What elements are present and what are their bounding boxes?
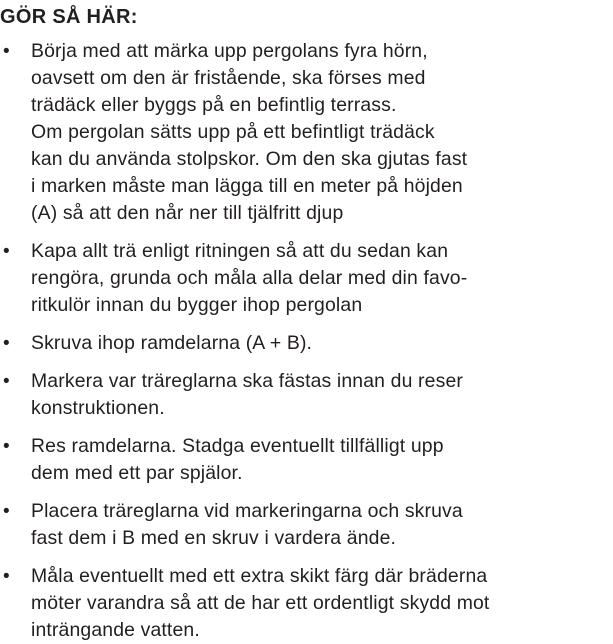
step-text-line: konstruktionen. — [31, 397, 165, 419]
step-text-line: (A) så att den når ner till tjälfritt djup — [31, 202, 344, 224]
step-text-line: Placera träreglarna vid markeringarna och skruva — [31, 500, 463, 522]
step-text-line: Kapa allt trä enligt ritningen så att du sedan kan — [31, 240, 449, 262]
step-text-line: oavsett om den är fristående, ska förses med — [31, 67, 426, 89]
bullet-icon: • — [3, 241, 10, 262]
bullet-icon: • — [3, 436, 10, 457]
step-text-line: Om pergolan sätts upp på ett befintligt trädäck — [31, 121, 435, 143]
step-item-3 — [0, 330, 613, 357]
bullet-icon: • — [3, 333, 10, 354]
step-text-line: Res ramdelarna. Stadga eventuellt tillfälligt upp — [31, 435, 444, 457]
step-item-2 — [0, 238, 613, 319]
step-item-5 — [0, 433, 613, 487]
step-text-line: Börja med att märka upp pergolans fyra hörn, — [31, 40, 428, 62]
step-text-line: ritkulör innan du bygger ihop pergolan — [31, 294, 363, 316]
step-text-line: trädäck eller byggs på en befintlig terrass. — [31, 94, 397, 116]
step-text-line: Måla eventuellt med ett extra skikt färg där bräderna — [31, 565, 488, 587]
step-text-line: rengöra, grunda och måla alla delar med din favo- — [31, 267, 468, 289]
step-text-line: dem med ett par spjälor. — [31, 462, 243, 484]
step-item-6 — [0, 498, 613, 552]
bullet-icon: • — [3, 566, 10, 587]
step-item-7 — [0, 563, 613, 644]
step-text-line: i marken måste man lägga till en meter på höjden — [31, 175, 463, 197]
bullet-icon: • — [3, 501, 10, 522]
step-text-line: möter varandra så att de har ett ordentligt skydd mot — [31, 592, 490, 614]
bullet-icon: • — [3, 371, 10, 392]
step-text-line: inträngande vatten. — [31, 619, 200, 641]
step-text-line: fast dem i B med en skruv i vardera ände. — [31, 527, 397, 549]
step-item-4 — [0, 368, 613, 422]
steps-list — [0, 38, 613, 644]
step-item-1 — [0, 38, 613, 227]
step-text-line: kan du använda stolpskor. Om den ska gjutas fast — [31, 148, 468, 170]
step-text-line: Skruva ihop ramdelarna (A + B). — [31, 332, 313, 354]
step-text-line: Markera var träreglarna ska fästas innan du reser — [31, 370, 463, 392]
instructions-heading: GÖR SÅ HÄR: — [0, 6, 138, 28]
bullet-icon: • — [3, 41, 10, 62]
